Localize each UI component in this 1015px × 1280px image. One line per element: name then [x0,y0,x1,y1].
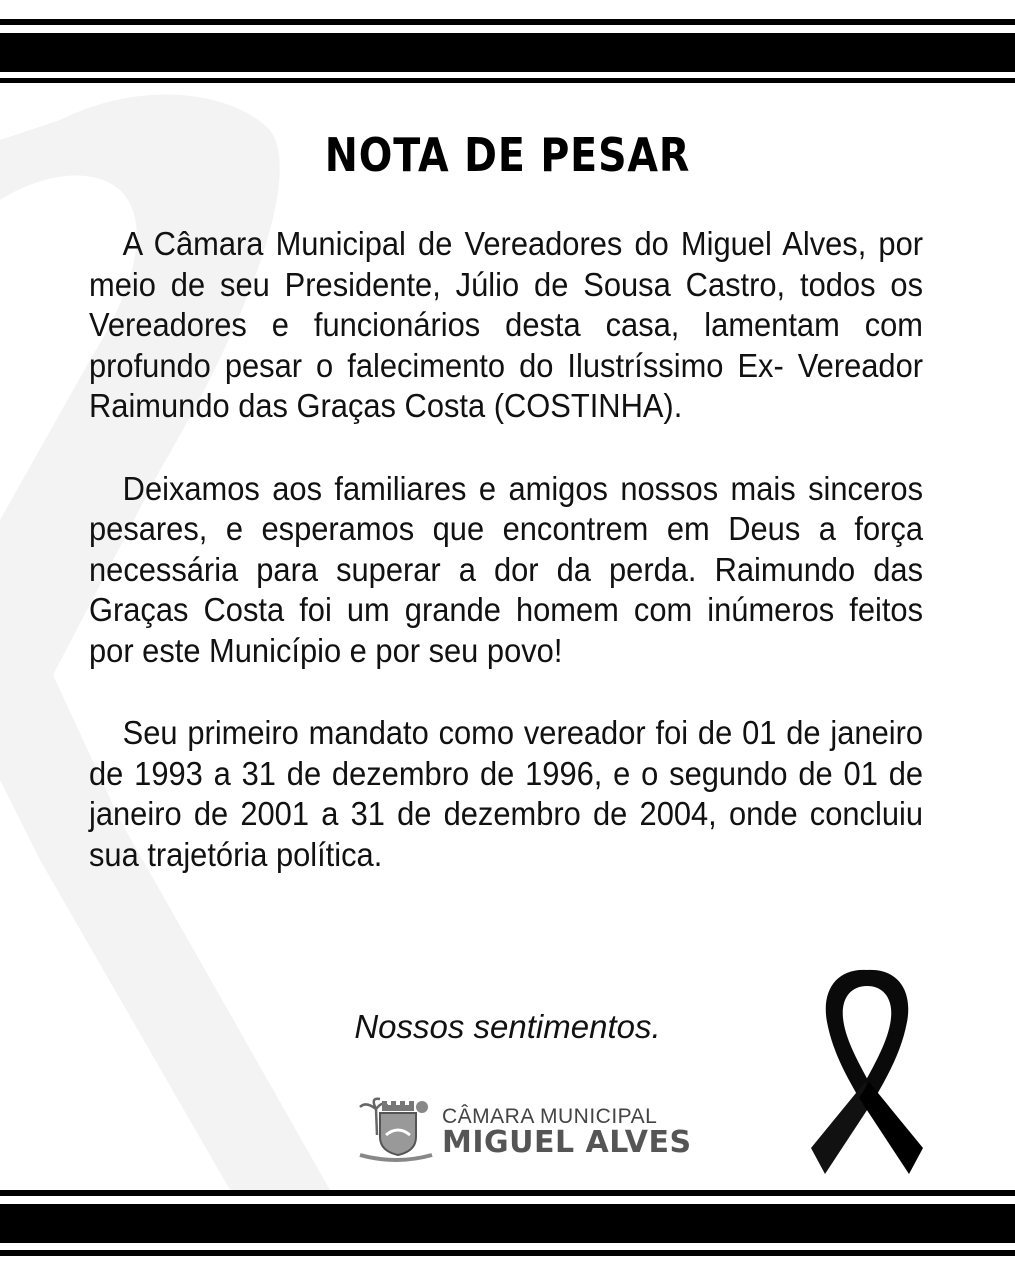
paragraph: A Câmara Municipal de Vereadores do Miguel Alves, por meio de seu Presidente, Júlio de Sousa Castro, todos os Vereadores e funcionários desta casa, lamentam com profundo pesar o falecimento do Ilustríssimo Ex- Vereador Raimundo das Graças Costa (COSTINHA). [89,225,924,424]
top-border-line [0,78,1015,83]
bottom-border-band [0,1204,1015,1243]
paragraph: Seu primeiro mandato como vereador foi de 01 de janeiro de 1993 a 31 de dezembro de 1996, e o segundo de 01 de janeiro de 2001 a 31 de dezembro de 2004, onde concluiu sua trajetória política. [89,714,924,873]
logo-line-2: MIGUEL ALVES [442,1125,692,1160]
bottom-border-line [0,1250,1015,1256]
note-body [89,224,923,917]
paragraph: Deixamos aos familiares e amigos nossos mais sinceros pesares, e esperamos que encontrem em Deus a força necessária para superar a dor da perda. Raimundo das Graças Costa foi um grande homem com inúmeros feitos por este Município e por seu povo! [89,469,924,669]
municipal-crest-icon [356,1095,436,1165]
chamber-logo [356,1095,692,1165]
top-border-line [0,19,1015,25]
black-ribbon-icon [805,962,930,1177]
page-title: NOTA DE PESAR [324,128,691,182]
top-border-band [0,33,1015,72]
bottom-border-line [0,1190,1015,1196]
logo-line-1: CÂMARA MUNICIPAL [442,1105,658,1128]
closing-line: Nossos sentimentos. [354,1008,661,1045]
